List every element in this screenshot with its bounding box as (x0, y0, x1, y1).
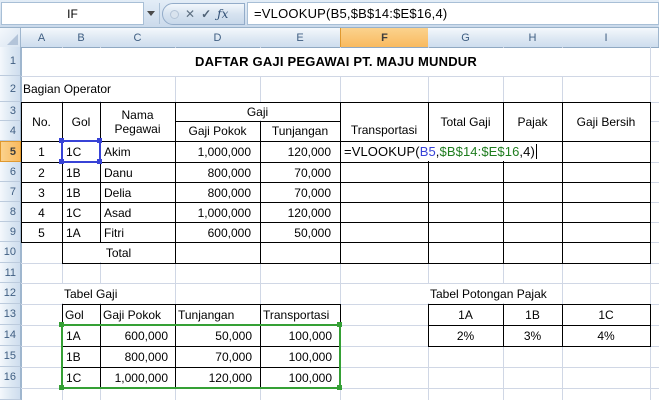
cell-D5[interactable]: 1,000,000 (197, 145, 251, 159)
range-handle (337, 385, 342, 390)
grid-line (650, 121, 659, 122)
table-border (428, 346, 651, 347)
table-border (62, 102, 63, 264)
column-header-G[interactable]: G (428, 28, 504, 47)
cell-B7[interactable]: 1B (66, 185, 81, 200)
row-header-15[interactable]: 15 (0, 346, 21, 367)
tabel-gaji-cell[interactable]: 120,000 (208, 370, 252, 385)
range-handle (59, 385, 64, 390)
cell-E9[interactable]: 50,000 (294, 225, 331, 240)
header-pajak[interactable]: Pajak (504, 103, 561, 140)
formula-segment: =VLOOKUP( (344, 143, 420, 159)
reference-handle (97, 138, 102, 143)
column-header-F[interactable]: F (340, 28, 429, 47)
tabel-gaji-header-1[interactable]: Gaji Pokok (103, 307, 162, 322)
range-handle (59, 322, 64, 327)
formula-buttons (162, 3, 245, 25)
cell-A7[interactable]: 3 (38, 185, 45, 200)
tabel-gaji-cell[interactable]: 1,000,000 (114, 370, 168, 385)
cell-D6[interactable]: 800,000 (207, 165, 251, 180)
reference-box-B5 (61, 140, 101, 163)
cell-D8[interactable]: 1,000,000 (197, 205, 251, 220)
grip-dot-icon (170, 10, 179, 19)
section-label: Bagian Operator (22, 77, 142, 101)
tabel-gaji-cell[interactable]: 70,000 (215, 349, 252, 364)
reference-handle (97, 159, 102, 164)
cell-A9[interactable]: 5 (38, 225, 45, 240)
tabel-pajak-header-1[interactable]: 1B (525, 307, 540, 322)
formula-segment: $B$14:$E$16 (439, 143, 520, 159)
tabel-gaji-cell[interactable]: 50,000 (215, 328, 252, 343)
table-border (503, 304, 504, 347)
range-handle (337, 322, 342, 327)
row-header-partial (0, 388, 21, 400)
table-border (21, 242, 651, 243)
table-border (100, 102, 101, 243)
cell-A5[interactable]: 1 (38, 145, 45, 159)
reference-box-B14-E16 (61, 324, 341, 389)
table-border (428, 325, 651, 326)
cell-E5[interactable]: 120,000 (287, 145, 331, 159)
select-all-corner[interactable] (0, 28, 21, 47)
enter-icon[interactable]: ✓ (201, 7, 212, 21)
cell-B15[interactable]: 1B (66, 349, 81, 364)
header-gaji-bersih[interactable]: Gaji Bersih (563, 103, 649, 140)
reference-handle (59, 159, 64, 164)
row-header-8[interactable]: 8 (0, 202, 21, 222)
tabel-pajak-value-1[interactable]: 3% (523, 328, 542, 343)
cancel-icon[interactable]: ✕ (185, 7, 196, 21)
divider (159, 3, 160, 24)
row-header-2[interactable]: 2 (0, 76, 21, 102)
header-nama-pegawai[interactable]: Nama Pegawai (114, 107, 161, 136)
cell-C7[interactable]: Delia (104, 185, 132, 200)
tabel-pajak-value-0[interactable]: 2% (456, 328, 475, 343)
table-border (175, 102, 176, 264)
table-border (340, 102, 341, 264)
table-border (428, 304, 429, 347)
table-border (650, 304, 651, 347)
tabel-gaji-cell[interactable]: 100,000 (288, 370, 332, 385)
header-transportasi[interactable]: Transportasi (341, 103, 427, 140)
column-header-partial (650, 28, 659, 47)
cell-B16[interactable]: 1C (66, 370, 82, 385)
column-header-B[interactable]: B (62, 28, 101, 47)
tabel-pajak-header-0[interactable]: 1A (458, 307, 473, 322)
table-border (21, 182, 651, 183)
header-no[interactable]: No. (32, 114, 51, 129)
name-box[interactable] (1, 2, 144, 25)
row-header-14[interactable]: 14 (0, 325, 21, 346)
tabel-gaji-header-2[interactable]: Tunjangan (178, 307, 235, 322)
tabel-gaji-title: Tabel Gaji (62, 284, 150, 303)
cell-B8[interactable]: 1C (66, 205, 82, 220)
row-header-13[interactable]: 13 (0, 304, 21, 325)
cell-C8[interactable]: Asad (104, 205, 132, 220)
row-header-1[interactable]: 1 (0, 47, 21, 76)
cell-C5[interactable]: Akim (104, 145, 131, 159)
cell-E6[interactable]: 70,000 (294, 165, 331, 180)
tabel-gaji-header-0[interactable]: Gol (65, 307, 84, 322)
column-header-A[interactable]: A (21, 28, 63, 47)
formula-input[interactable] (247, 2, 659, 25)
header-total-gaji[interactable]: Total Gaji (429, 103, 502, 140)
cell-D9[interactable]: 600,000 (207, 225, 251, 240)
header-gaji-pokok[interactable]: Gaji Pokok (188, 124, 247, 138)
column-header-I[interactable]: I (562, 28, 651, 47)
table-border (562, 102, 563, 264)
formula-text: =VLOOKUP(B5,$B$14:$E$16,4) (254, 6, 448, 21)
formula-segment: B5 (419, 143, 436, 159)
cell-E8[interactable]: 120,000 (287, 205, 331, 220)
row-header-7[interactable]: 7 (0, 182, 21, 202)
table-border (650, 102, 651, 264)
sheet-title: DAFTAR GAJI PEGAWAI PT. MAJU MUNDUR (22, 48, 650, 76)
cell-E7[interactable]: 70,000 (294, 185, 331, 200)
row-header-16[interactable]: 16 (0, 367, 21, 388)
formula-bar (0, 0, 659, 28)
row-header-9[interactable]: 9 (0, 222, 21, 242)
table-border (21, 141, 651, 142)
table-border (62, 304, 341, 305)
cell-B9[interactable]: 1A (66, 225, 81, 240)
row-header-10[interactable]: 10 (0, 242, 21, 263)
row-header-12[interactable]: 12 (0, 283, 21, 304)
formula-segment: , (435, 143, 440, 159)
row-header-5[interactable]: 5 (0, 141, 21, 162)
column-header-H[interactable]: H (503, 28, 563, 47)
cell-total-label[interactable]: Total (63, 243, 174, 262)
cell-B14[interactable]: 1A (66, 328, 81, 343)
formula-segment: ,4) (519, 143, 535, 159)
text-cursor (536, 144, 537, 159)
table-border (21, 202, 651, 203)
table-border (260, 121, 261, 264)
spreadsheet-grid[interactable] (0, 28, 659, 400)
cell-B6[interactable]: 1B (66, 165, 81, 180)
reference-handle (59, 138, 64, 143)
tabel-gaji-cell[interactable]: 100,000 (288, 349, 332, 364)
column-header-D[interactable]: D (175, 28, 261, 47)
name-box-dropdown-icon[interactable] (144, 2, 158, 25)
row-header-11[interactable]: 11 (0, 263, 21, 283)
insert-function-icon[interactable]: ƒx (217, 7, 229, 21)
cell-D7[interactable]: 800,000 (207, 185, 251, 200)
table-border (175, 121, 341, 122)
table-border (503, 102, 504, 264)
header-gaji-group[interactable]: Gaji (176, 103, 339, 120)
cell-C6[interactable]: Danu (104, 165, 133, 180)
table-border (562, 304, 563, 347)
row-header-3[interactable]: 3 (0, 102, 21, 121)
tabel-pajak-header-2[interactable]: 1C (598, 307, 614, 322)
table-border (21, 102, 651, 103)
table-border (21, 102, 22, 243)
header-tunjangan[interactable]: Tunjangan (271, 124, 329, 138)
tabel-gaji-cell[interactable]: 600,000 (124, 328, 168, 343)
table-border (21, 162, 651, 163)
table-border (428, 102, 429, 264)
cell-B5[interactable]: 1C (66, 145, 82, 159)
tabel-pajak-title: Tabel Potongan Pajak (428, 284, 558, 303)
name-box-value: IF (67, 6, 78, 21)
header-gol[interactable]: Gol (71, 114, 91, 129)
cell-C9[interactable]: Fitri (104, 225, 124, 240)
tabel-gaji-header-3[interactable]: Transportasi (263, 307, 330, 322)
cell-A6[interactable]: 2 (38, 165, 45, 180)
cell-A8[interactable]: 4 (38, 205, 45, 220)
tabel-gaji-cell[interactable]: 800,000 (124, 349, 168, 364)
row-header-6[interactable]: 6 (0, 162, 21, 182)
tabel-pajak-value-2[interactable]: 4% (597, 328, 615, 343)
column-header-E[interactable]: E (260, 28, 341, 47)
tabel-gaji-cell[interactable]: 100,000 (288, 328, 332, 343)
table-border (428, 304, 651, 305)
table-border (21, 222, 651, 223)
active-cell-formula[interactable] (342, 142, 554, 161)
row-header-4[interactable]: 4 (0, 121, 21, 141)
column-header-C[interactable]: C (100, 28, 176, 47)
